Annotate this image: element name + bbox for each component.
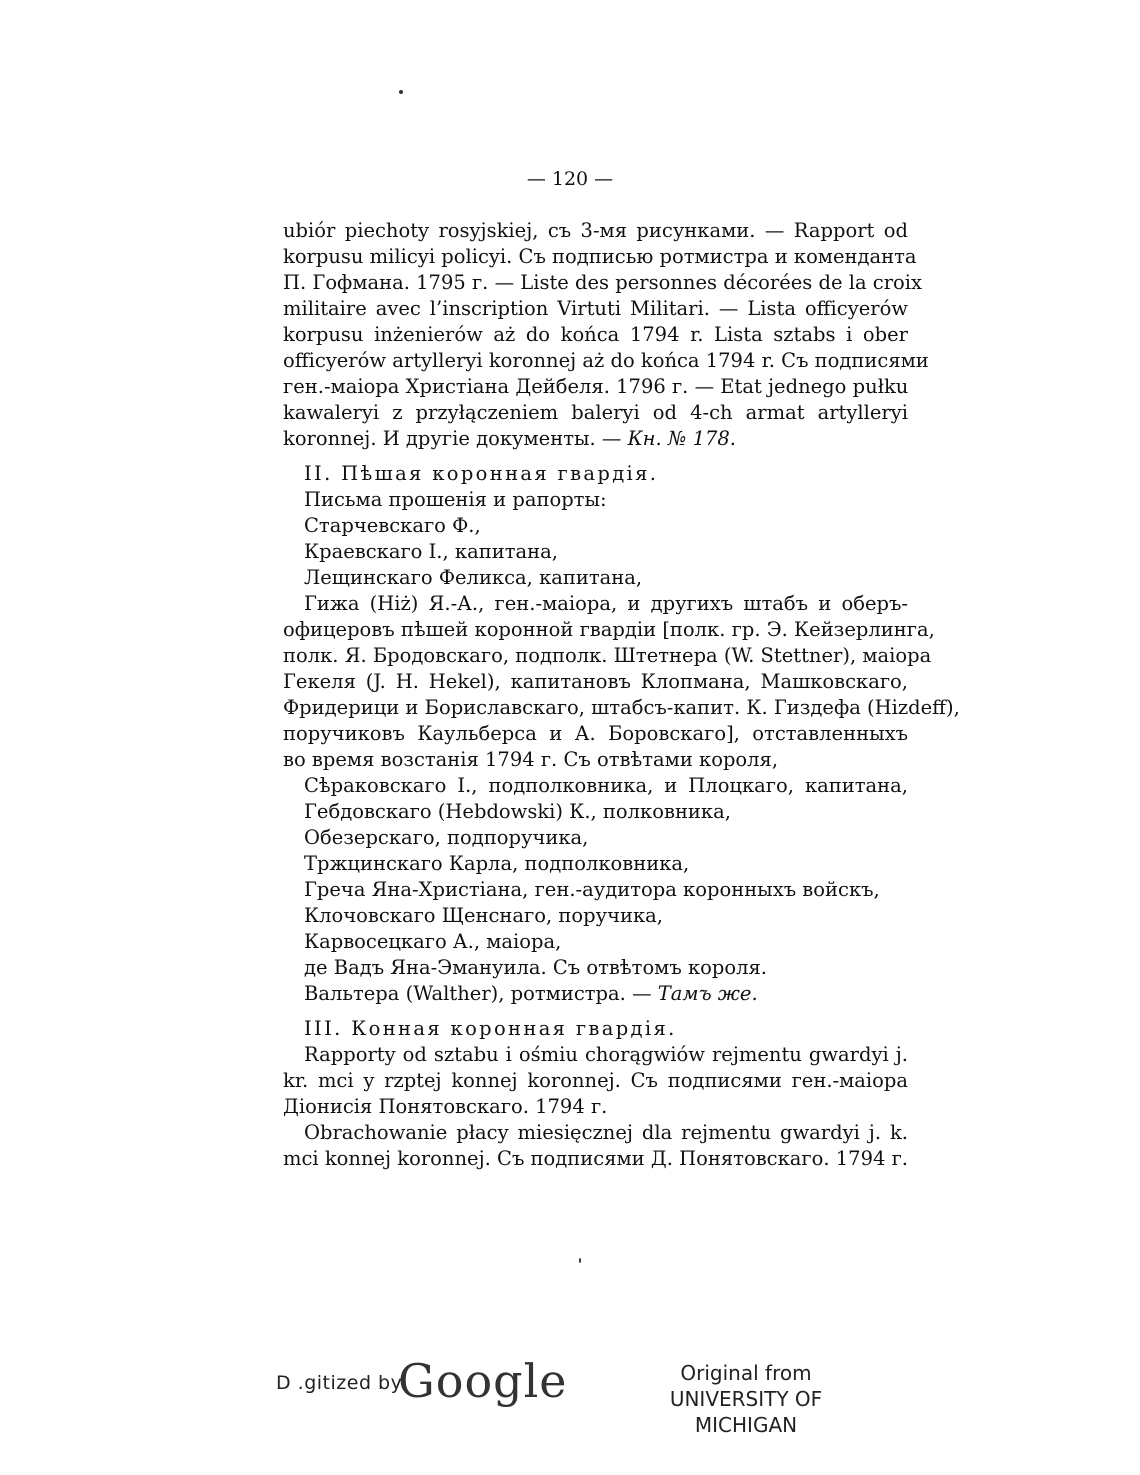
text-line: Rapporty od sztabu i ośmiu chorągwiów rejmentu gwardyi j. (304, 1043, 908, 1066)
text-line: Гижа (Hiż) Я.-А., ген.-маіора, и другихъ штабъ и оберъ- (304, 592, 908, 615)
section-heading: III. Конная коронная гвардія. (304, 1017, 677, 1040)
text-fragment: koronnej. И другіе документы. — (283, 427, 628, 450)
university-label: UNIVERSITY OF MICHIGAN (669, 1387, 823, 1437)
source-reference: Кн. № 178. (627, 427, 736, 450)
text-line: П. Гофмана. 1795 г. — Liste des personnes décorées de la croix (283, 271, 923, 294)
speck-mark (579, 1258, 581, 1263)
text-line: офицеровъ пѣшей коронной гвардіи [полк. гр. Э. Кейзерлинга, (283, 618, 935, 641)
text-line: Obrachowanie płacy miesięcznej dla rejmentu gwardyi j. k. (304, 1121, 908, 1144)
text-line: korpusu inżenierów aż do końca 1794 r. Lista sztabs i ober (283, 323, 908, 346)
text-line: поручиковъ Каульберса и А. Боровскаго], отставленныхъ (283, 722, 908, 745)
scan-footer (0, 1354, 1140, 1437)
source-reference: Тамъ же. (657, 982, 758, 1005)
text-line (283, 426, 908, 452)
text-line: kr. mci y rzptej konnej koronnej. Съ подписями ген.-маіора (283, 1069, 908, 1092)
text-line: Фридерици и Бориславскаго, штабсъ-капит. К. Гиздефа (Hizdeff), (283, 696, 960, 719)
text-line: полк. Я. Бродовскаго, подполк. Штетнера (W. Stettner), маіора (283, 644, 932, 667)
name-entry: Старчевскаго Ф., (304, 514, 481, 537)
name-entry: Клочовскаго Щенснаго, поручика, (304, 904, 663, 927)
name-entry: де Вадъ Яна-Эмануила. Съ отвѣтомъ короля. (304, 956, 767, 979)
section-heading: II. Пѣшая коронная гвардія. (304, 462, 659, 485)
text-line: ubiór piechoty rosyjskiej, съ 3-мя рисунками. — Rapport od (283, 219, 908, 242)
main-text (283, 218, 960, 1172)
text-line: Гекеля (J. H. Hekel), капитановъ Клопмана, Машковскаго, (283, 670, 908, 693)
name-entry: Краевскаго I., капитана, (304, 540, 558, 563)
text-line: mci konnej koronnej. Съ подписями Д. Понятовскаго. 1794 г. (283, 1147, 908, 1170)
text-line: kawaleryi z przyłączeniem baleryi od 4-ch armat artylleryi (283, 401, 908, 424)
text-line: Діонисія Понятовскаго. 1794 г. (283, 1095, 608, 1118)
text-line: officyerów artylleryi koronnej aż do końca 1794 r. Съ подписями (283, 349, 929, 372)
name-entry: Лещинскаго Феликса, капитана, (304, 566, 643, 589)
name-entry: Гебдовскаго (Hebdowski) К., полковника, (304, 800, 731, 823)
original-from-label: Original from (680, 1361, 812, 1385)
name-entry: Карвосецкаго А., маіора, (304, 930, 562, 953)
text-line: militaire avec l’inscription Virtuti Militari. — Lista officyerów (283, 297, 908, 320)
name-entry: Тржцинскаго Карла, подполковника, (304, 852, 690, 875)
text-line: во время возстанія 1794 г. Съ отвѣтами короля, (283, 748, 779, 771)
name-entry (283, 981, 908, 1007)
digitized-by-label: D .gitized by (276, 1372, 403, 1394)
page-number: — 120 — (526, 168, 614, 190)
text-line: korpusu milicyi policyi. Съ подписью ротмистра и коменданта (283, 245, 917, 268)
text-line: ген.-маіора Христіана Дейбеля. 1796 г. — Etat jednego pułku (283, 375, 909, 398)
text-fragment: Вальтера (Walther), ротмистра. — (304, 982, 658, 1005)
name-entry: Обезерскаго, подпоручика, (304, 826, 589, 849)
name-entry: Сѣраковскаго I., подполковника, и Плоцкаго, капитана, (304, 774, 908, 797)
source-attribution (630, 1360, 862, 1438)
name-entry: Греча Яна-Христіана, ген.-аудитора коронныхъ войскъ, (304, 878, 880, 901)
speck-mark (399, 90, 403, 94)
google-logo: Google (398, 1354, 568, 1408)
section-intro: Письма прошенія и рапорты: (304, 488, 607, 511)
